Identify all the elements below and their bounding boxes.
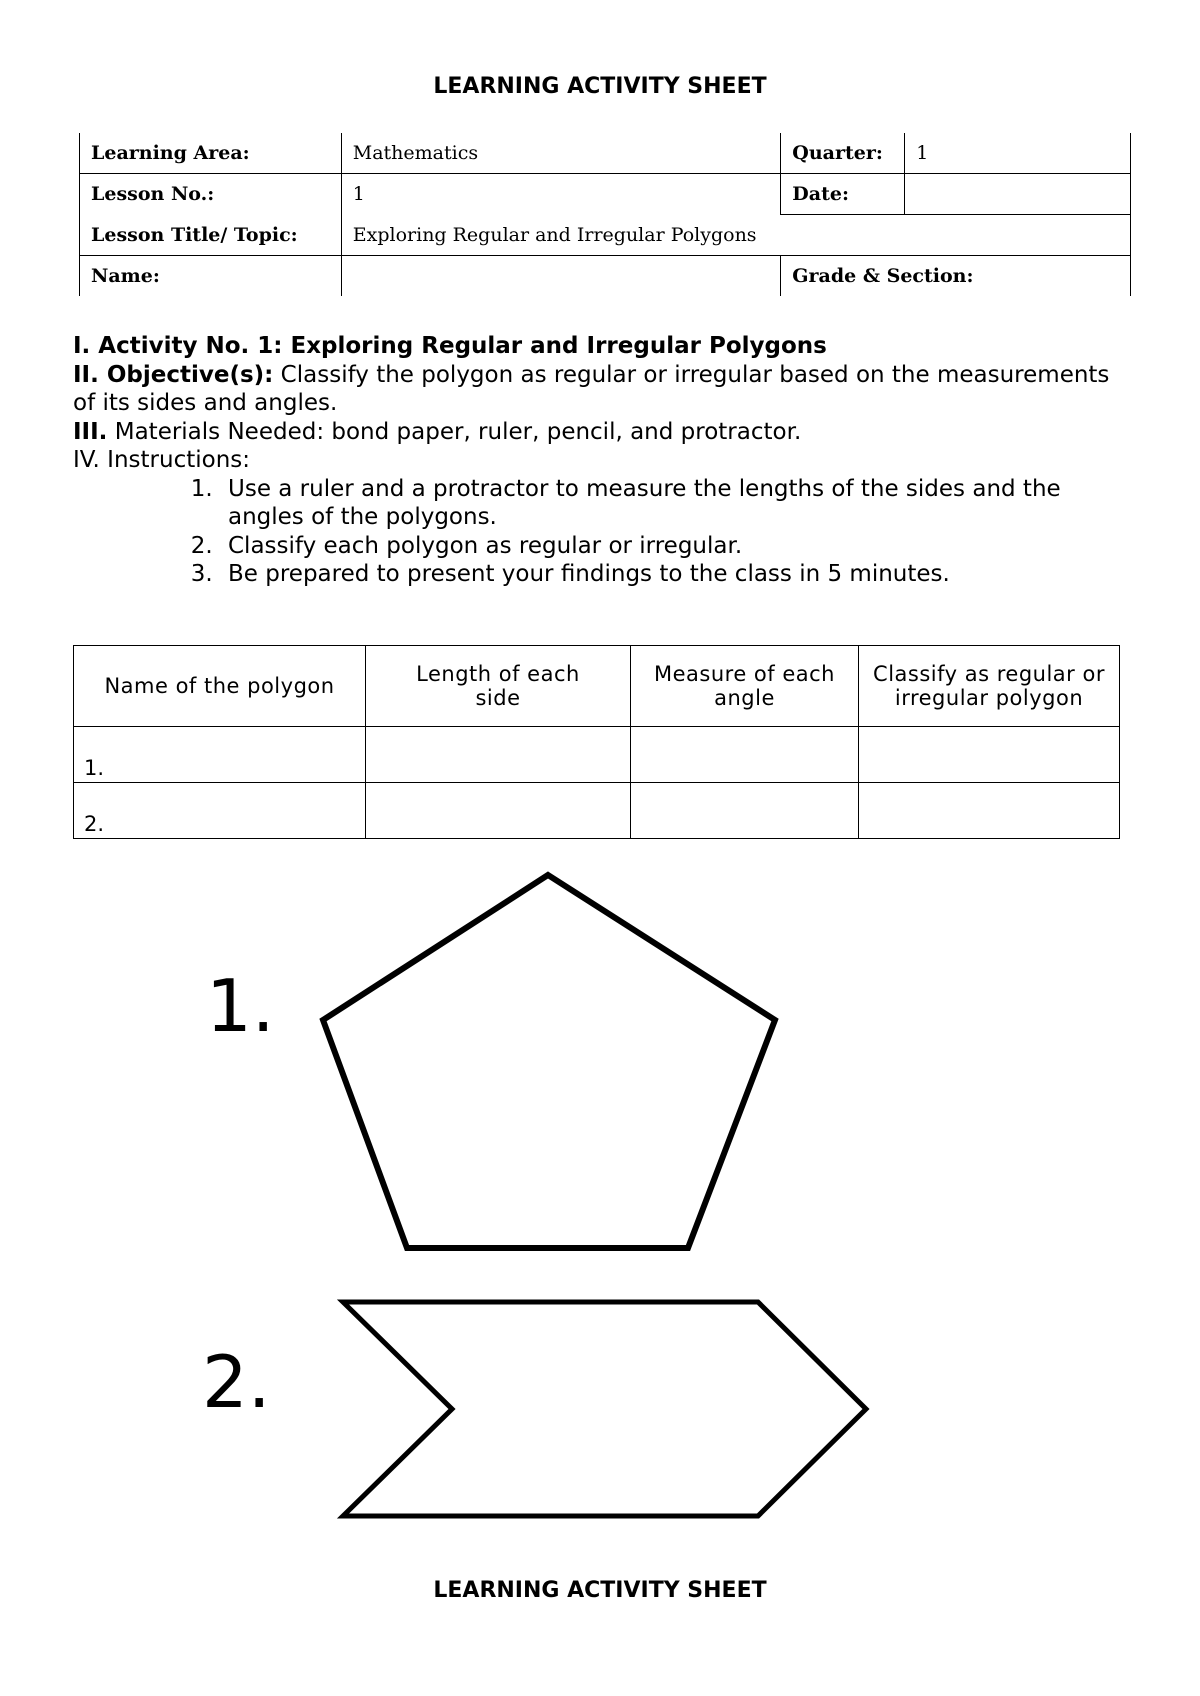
activity-heading: I. Activity No. 1: Exploring Regular and Irregular Polygons: [73, 333, 827, 359]
quarter-label: Quarter:: [781, 133, 905, 174]
learning-area-value: Mathematics: [341, 133, 781, 174]
instruction-item: 2. Classify each polygon as regular or irregular.: [220, 532, 1133, 561]
col-header-length: Length of each side: [366, 646, 631, 727]
objective-label: II. Objective(s):: [73, 361, 274, 388]
grade-section-label-text: Grade & Section:: [792, 265, 974, 287]
sheet-title: LEARNING ACTIVITY SHEET: [433, 74, 767, 99]
date-label: Date:: [781, 174, 905, 215]
objective-text: Classify the polygon as regular or irregular based on the measurements of its sides and angles.: [73, 361, 1110, 416]
table-cell-name[interactable]: 2.: [74, 783, 366, 839]
figure-2-label: 2.: [202, 1340, 271, 1424]
pentagon-figure: [323, 875, 775, 1248]
instruction-item: 1. Use a ruler and a protractor to measure the lengths of the sides and the angles of the polygons.: [220, 475, 1133, 532]
lesson-title-value: Exploring Regular and Irregular Polygons: [341, 215, 1130, 256]
footer-title: LEARNING ACTIVITY SHEET: [433, 1578, 767, 1603]
lesson-title-label: Lesson Title/ Topic:: [80, 215, 342, 256]
instructions-label: IV. Instructions:: [73, 447, 251, 473]
instruction-item: 3. Be prepared to present your findings to the class in 5 minutes.: [220, 560, 1133, 589]
col-header-name: Name of the polygon: [74, 646, 366, 727]
col-header-classify: Classify as regular or irregular polygon: [859, 646, 1120, 727]
materials-text: Materials Needed: bond paper, ruler, pencil, and protractor.: [107, 418, 802, 445]
quarter-value: 1: [905, 133, 1131, 174]
materials-label: III.: [73, 418, 108, 445]
table-cell-name[interactable]: 1.: [74, 727, 366, 783]
lesson-no-value: 1: [341, 174, 781, 215]
arrow-polygon-figure: [343, 1302, 866, 1516]
learning-area-label: Learning Area:: [80, 133, 342, 174]
figure-1-label: 1.: [206, 964, 275, 1048]
lesson-no-label: Lesson No.:: [80, 174, 342, 215]
col-header-angle: Measure of each angle: [631, 646, 859, 727]
name-label: Name:: [80, 256, 342, 297]
